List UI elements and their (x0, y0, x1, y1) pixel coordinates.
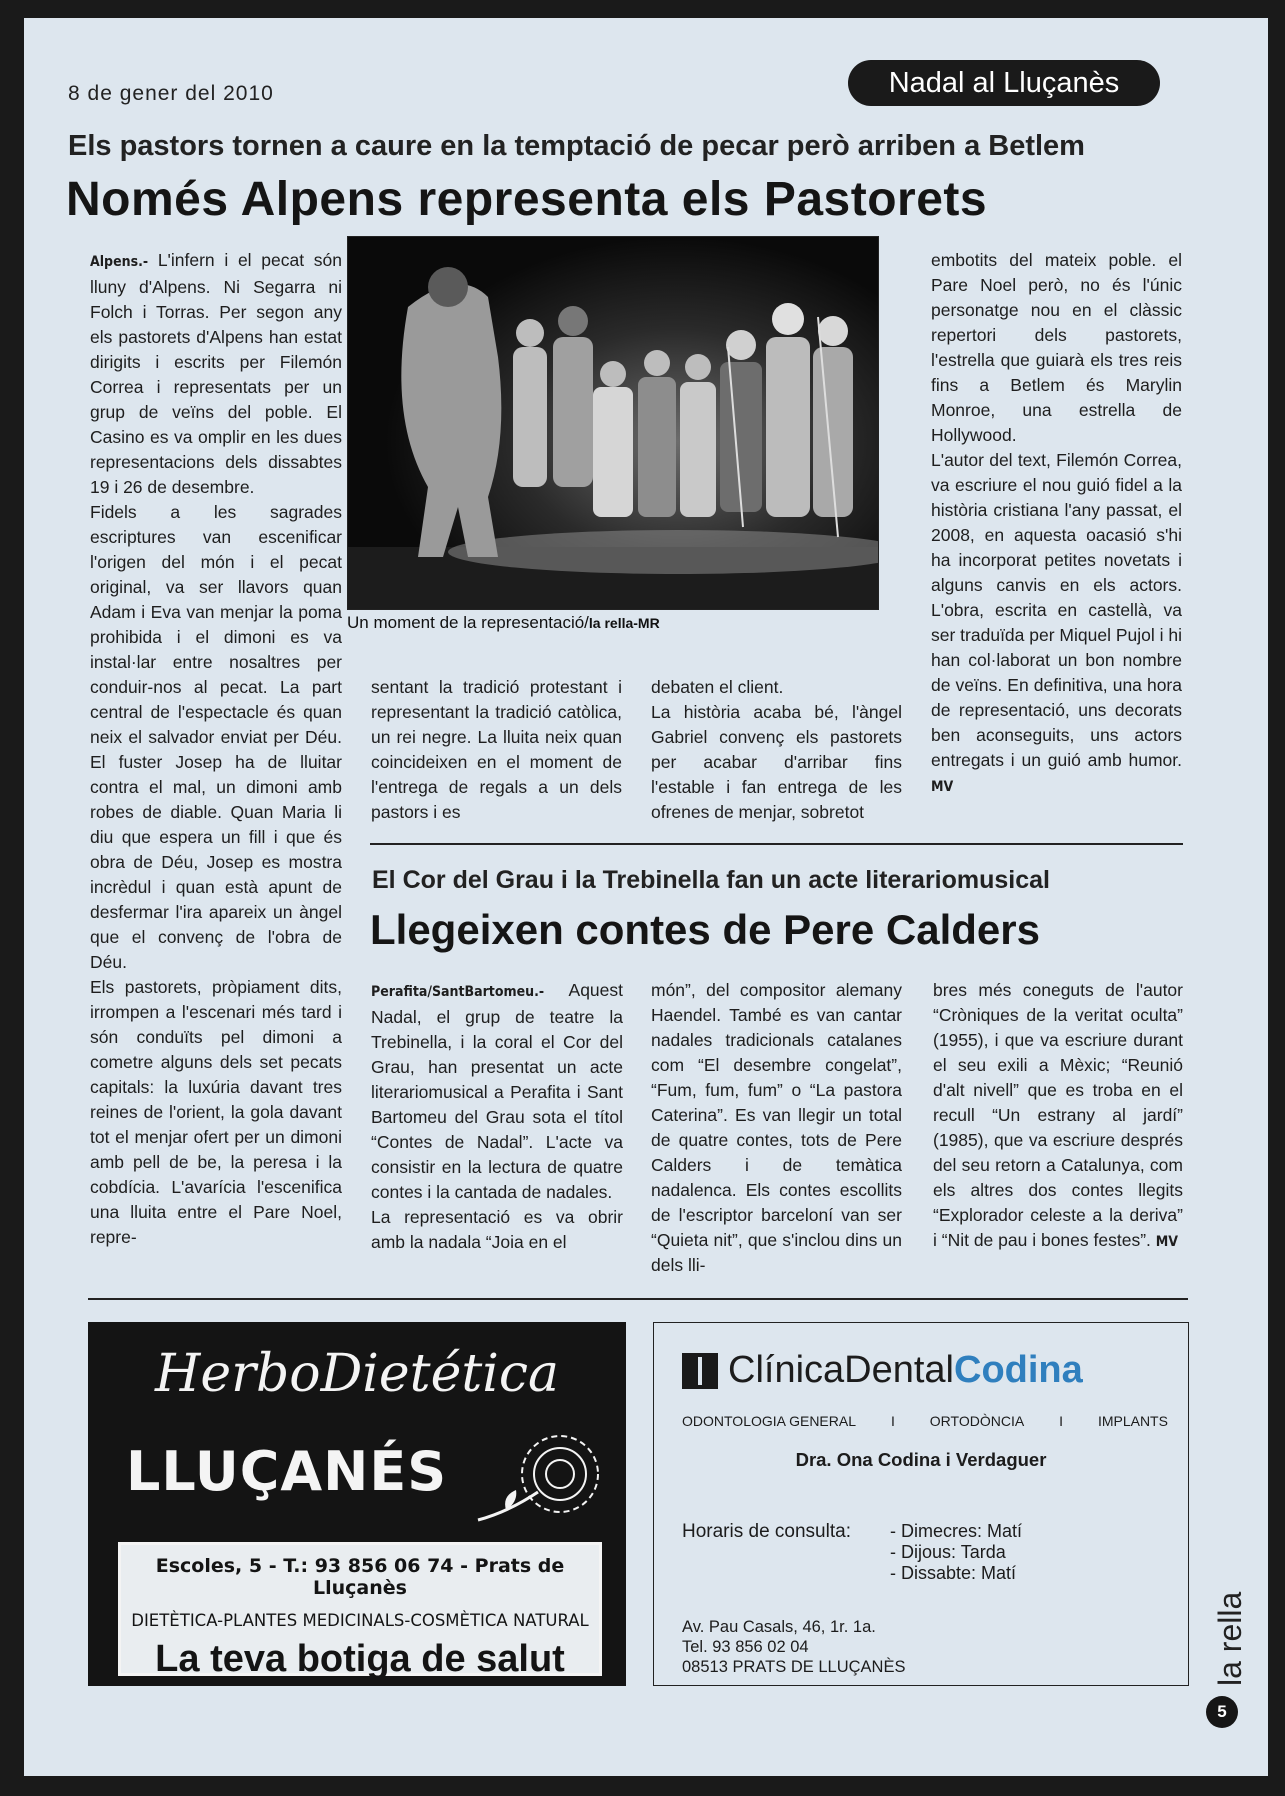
article2-signature: MV (1155, 1234, 1179, 1250)
clinic-logo-icon (682, 1353, 718, 1389)
herbo-place: LLUÇANÉS (126, 1440, 448, 1503)
separator: I (1059, 1413, 1063, 1429)
clinic-address (682, 1617, 905, 1677)
publication-brand: la rella (1212, 1591, 1248, 1686)
article2-paragraph: món”, del compositor alemany Haendel. També es van cantar nadales tradicionals catalanes com “El desembre congelat”, “Fum, fum, fum” o “La pastora Caterina”. Es van llegir un total de quatre contes, tots de Pere Calders i de temàtica nadalenca. Els contes escollits de l'escriptor barceloní van ser “Quieta nit”, que s'inclou dins un dels lli- (651, 980, 902, 1275)
herbo-slogan: La teva botiga de salut (155, 1638, 565, 1680)
hours-row: - Dissabte: Matí (890, 1563, 1017, 1583)
article2-paragraph: La representació es va obrir amb la nadala “Joia en el (371, 1207, 623, 1252)
article2-kicker: El Cor del Grau i la Trebinella fan un acte literariomusical (372, 866, 1050, 894)
article1-headline: Només Alpens representa els Pastorets (66, 173, 988, 226)
article1-paragraph: La història acaba bé, l'àngel Gabriel convenç els pastorets per acabar d'arribar fins l'estable i fan entrega de les ofrenes de menjar, sobretot (651, 702, 902, 822)
clinica-dental-ad (653, 1322, 1189, 1686)
article1-paragraph: L'infern i el pecat són lluny d'Alpens. Ni Segarra ni Folch i Torras. Per segon any els pastorets d'Alpens han estat dirigits i escrits per Filemón Correa i representats per un grup de veïns del poble. El Casino es va omplir en les dues representacions dels dissabtes 19 i 26 de desembre. (90, 250, 342, 497)
address-line: 08513 PRATS DE LLUÇANÈS (682, 1658, 906, 1676)
clinic-specialties (682, 1413, 1168, 1429)
article1-paragraph: embotits del mateix poble. el Pare Noel però, no és l'únic personatge nou en el clàssic repertori dels pastorets, l'estrella que guiarà els tres reis fins a Betlem és Marylin Monroe, una estrella de Hollywood. (931, 250, 1182, 445)
hours-row: - Dimecres: Matí (890, 1521, 1023, 1541)
caption-credit: la rella-MR (588, 615, 660, 631)
article1-paragraph: L'autor del text, Filemón Correa, va escriure el nou guió fidel a la història cristiana l'any passat, el 2008, en aquesta oacasió s'hi ha incorporat petites novetats i alguns canvis en els actors. L'obra, escrita en castellà, va ser traduïda per Miquel Pujol i hi han col·laborat un bon nombre de veïns. En definitiva, una hora de representació, uns decorats ben aconseguits, uns actors entregats i un guió amb humor. (931, 450, 1182, 770)
divider (370, 843, 1183, 845)
article1-paragraph: Els pastorets, pròpiament dits, irrompen a l'escenari més tard i són conduïts pel dimoni a cometre alguns dels set pecats capitals: la luxúria davant tres reines de l'orient, la gola davant tot el menjar ofert per un dimoni amb pell de be, la peresa i la cobdícia. L'avarícia l'escenifica una lluita entre el Pare Noel, repre- (90, 977, 342, 1247)
article2-column-1 (371, 978, 623, 1255)
specialty: IMPLANTS (1097, 1413, 1168, 1429)
flower-icon (468, 1430, 608, 1526)
article2-paragraph: Aquest Nadal, el grup de teatre la Trebinella, i la coral el Cor del Grau, han presentat un acte literariomusical a Perafita i Sant Bartomeu del Grau sota el títol “Contes de Nadal”. L'acte va consistir en la lectura de quatre contes i la cantada de nadales. (371, 980, 623, 1202)
issue-date: 8 de gener del 2010 (68, 82, 274, 105)
herbo-services: DIETÈTICA-PLANTES MEDICINALS-COSMÈTICA NATURAL (131, 1611, 589, 1630)
article1-paragraph: sentant la tradició protestant i representant la tradició catòlica, un rei negre. La lluita neix quan coincideixen en el moment de l'entrega de regals a un dels pastors i es (371, 677, 622, 822)
clinic-name-brand: Codina (954, 1349, 1083, 1391)
article2-column-2 (651, 978, 902, 1278)
article1-column-1 (90, 248, 342, 1250)
address-line: Av. Pau Casals, 46, 1r. 1a. (682, 1618, 876, 1636)
article2-headline: Llegeixen contes de Pere Calders (370, 906, 1040, 953)
article1-paragraph: debaten el client. (651, 677, 784, 697)
article1-paragraph: Fidels a les sagrades escriptures van escenificar l'origen del món i el pecat original, va ser llavors quan Adam i Eva van menjar la poma prohibida i el dimoni es va instal·lar entre nosaltres per conduir-nos al pecat. La part central de l'espectacle és quan neix el salvador enviat per Déu. El fuster Josep ha de lluitar contra el mal, un dimoni amb robes de diable. Quan Maria li diu que espera un fill i que és obra de Déu, Josep es mostra incrèdul i quan està apunt de desfermar l'ira apareix un àngel que el convenç de l'obra de Déu. (90, 502, 342, 972)
clinic-doctor: Dra. Ona Codina i Verdaguer (795, 1449, 1047, 1470)
clinic-hours (890, 1521, 1022, 1584)
specialty: ODONTOLOGIA GENERAL (682, 1413, 857, 1429)
clinic-name (728, 1349, 1083, 1392)
article1-signature: MV (931, 779, 954, 795)
page-number: 5 (1206, 1696, 1238, 1728)
article2-paragraph: bres més coneguts de l'autor “Cròniques de la veritat oculta” (1955), i que va escriure durant el seu exili a Mèxic; “Reunió d'alt nivell” que es troba en el recull “Un estrany al jardí” (1985), que va escriure després del seu retorn a Catalunya, com els altres dos contes llegits “Explorador celeste a la deriva” i “Nit de pau i bones festes”. (933, 980, 1183, 1250)
article1-column-2 (371, 675, 622, 825)
divider (88, 1298, 1188, 1300)
herbo-address: Escoles, 5 - T.: 93 856 06 74 - Prats de Lluçanès (155, 1555, 565, 1599)
article1-kicker: Els pastors tornen a caure en la temptació de pecar però arriben a Betlem (68, 130, 1085, 162)
specialty: ORTODÒNCIA (929, 1413, 1025, 1429)
herbodietetica-ad (88, 1322, 626, 1686)
herbo-info-box (118, 1542, 602, 1680)
separator: I (890, 1413, 895, 1429)
clinic-name-main: ClínicaDental (728, 1349, 954, 1391)
theatre-photo (347, 236, 879, 610)
stage-scene-image (348, 237, 878, 609)
article2-column-3 (933, 978, 1183, 1255)
address-line: Tel. 93 856 02 04 (682, 1638, 809, 1656)
hours-row: - Dijous: Tarda (890, 1542, 1006, 1562)
clinic-hours-label: Horaris de consulta: (682, 1521, 851, 1542)
section-label: Nadal al Lluçanès (848, 60, 1160, 106)
caption-text: Un moment de la representació/ (347, 613, 589, 632)
article1-column-4 (931, 248, 1182, 800)
photo-caption (347, 613, 660, 633)
article1-column-3 (651, 675, 902, 825)
article1-dateline: Alpens.- (90, 254, 149, 270)
herbo-shop-name: HerboDietética (155, 1344, 559, 1404)
article2-dateline: Perafita/SantBartomeu.- (371, 984, 545, 1000)
